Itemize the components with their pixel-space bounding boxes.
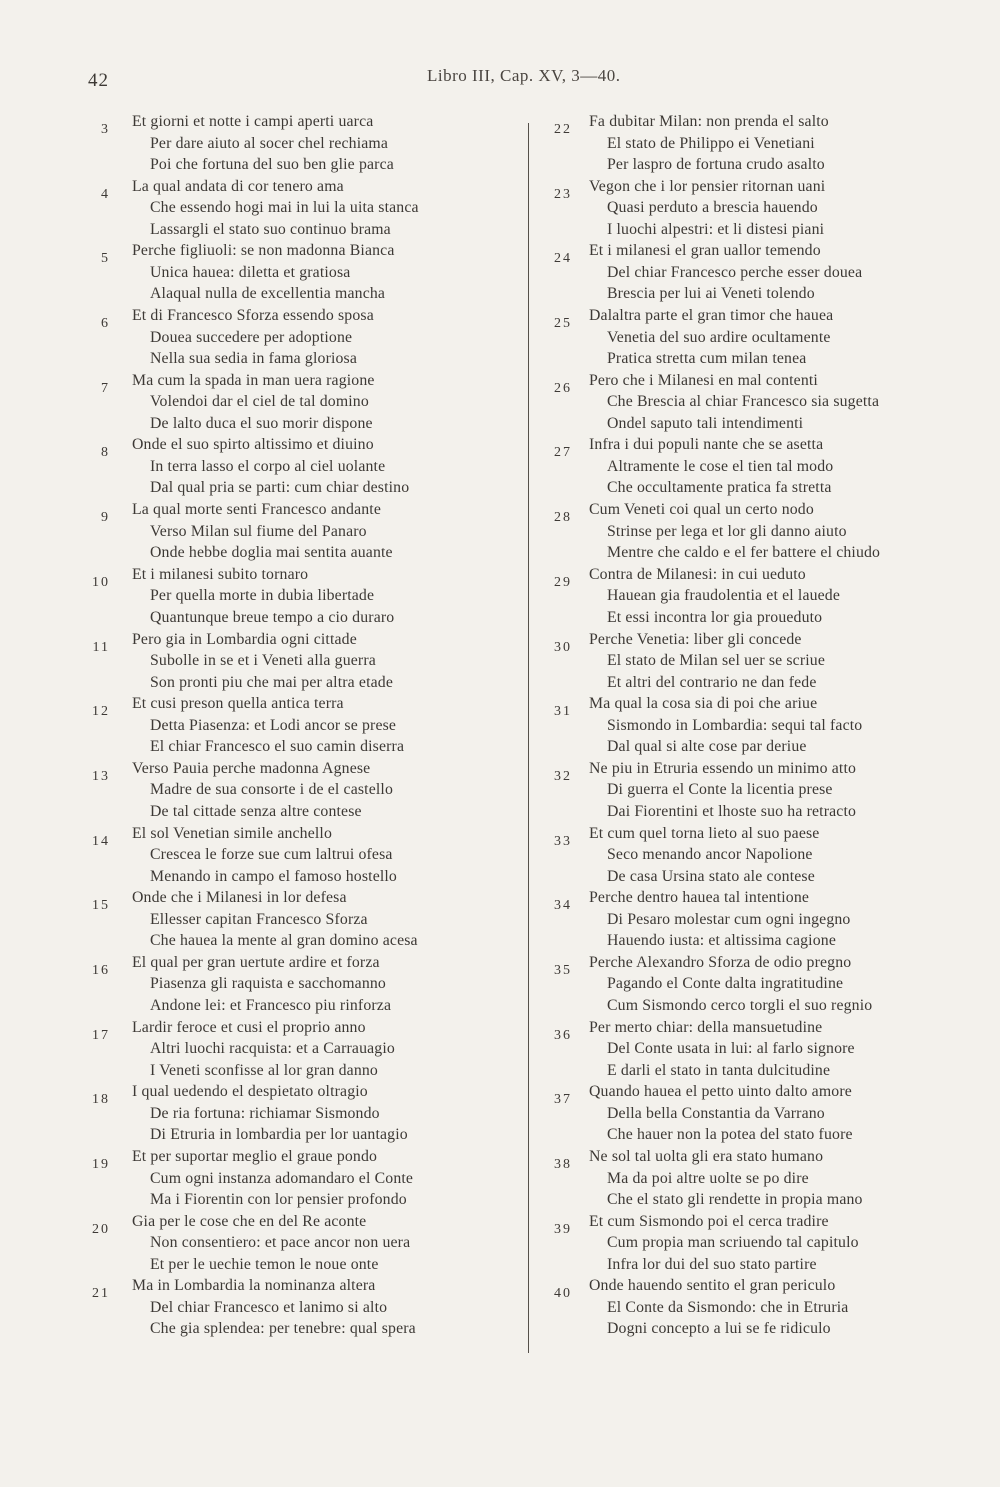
verse-line: Ma qual la cosa sia di poi che ariue (589, 695, 818, 713)
verse-line: Pratica stretta cum milan tenea (607, 350, 807, 368)
stanza-number: 30 (554, 639, 572, 655)
verse-line: Di Pesaro molestar cum ogni ingegno (607, 910, 851, 928)
verse-line: Che occultamente pratica fa stretta (607, 479, 832, 497)
stanza-number: 19 (92, 1157, 110, 1172)
stanza (540, 1213, 1000, 1278)
stanza-number: 10 (92, 574, 110, 590)
verse-line: Quantunque breue tempo a cio duraro (150, 608, 395, 626)
verse-line: De ria fortuna: richiamar Sismondo (150, 1104, 380, 1122)
stanza-number: 16 (92, 962, 110, 978)
verse-line: Ma cum la spada in man uera ragione (132, 371, 375, 389)
verse-line: Pero gia in Lombardia ogni cittade (132, 630, 357, 648)
stanza (540, 436, 1000, 501)
verse-line: I Veneti sconfisse al lor gran danno (150, 1061, 378, 1079)
stanza-number: 25 (554, 316, 572, 332)
stanza (540, 889, 1000, 954)
stanza-number: 32 (554, 768, 572, 784)
stanza-number: 17 (92, 1027, 110, 1043)
verse-line: Gia per le cose che en del Re aconte (132, 1212, 367, 1230)
stanza (80, 760, 530, 825)
verse-line: Poi che fortuna del suo ben glie parca (150, 156, 394, 173)
verse-line: Son pronti piu che mai per altra etade (150, 673, 394, 691)
verse-line: Et i milanesi el gran uallor temendo (589, 242, 821, 260)
stanza-number: 34 (554, 898, 572, 914)
stanza-number: 15 (92, 898, 110, 914)
verse-line: Di guerra el Conte la licentia prese (607, 781, 833, 799)
stanza-number: 23 (554, 186, 572, 202)
verse-line: Venetia del suo ardire ocultamente (607, 328, 831, 346)
stanza (80, 178, 530, 243)
right-column (540, 113, 1000, 1342)
verse-line: Onde hebbe doglia mai sentita auante (150, 544, 393, 562)
verse-line: El stato de Philippo ei Venetiani (607, 134, 815, 152)
verse-line: Ma i Fiorentin con lor pensier profondo (150, 1191, 407, 1208)
verse-line: Et per le uechie temon le noue onte (150, 1255, 379, 1273)
verse-line: Ma da poi altre uolte se po dire (607, 1169, 809, 1187)
verse-line: Ondel saputo tali intendimenti (607, 414, 804, 432)
verse-line: Cum ogni instanza adomandaro el Conte (150, 1169, 414, 1187)
verse-line: Cum propia man scriuendo tal capitulo (607, 1234, 859, 1252)
verse-line: E darli el stato in tanta dulcitudine (607, 1061, 831, 1079)
verse-line: La qual andata di cor tenero ama (132, 177, 344, 195)
verse-line: Andone lei: et Francesco piu rinforza (150, 996, 392, 1014)
stanza (80, 1148, 530, 1213)
verse-line: Nella sua sedia in fama gloriosa (150, 350, 358, 368)
stanza-number: 24 (554, 251, 572, 267)
stanza (80, 1083, 530, 1148)
stanza-number: 35 (554, 962, 572, 978)
verse-line: Mentre che caldo e el fer battere el chiudo (607, 544, 881, 562)
verse-line: Di Etruria in lombardia per lor uantagio (150, 1126, 408, 1144)
verse-line: Alaqual nulla de excellentia mancha (150, 285, 386, 303)
verse-line: Subolle in se et i Veneti alla guerra (150, 652, 376, 669)
verse-line: Crescea le forze sue cum laltrui ofesa (150, 846, 393, 864)
verse-line: Et altri del contrario ne dan fede (607, 673, 817, 691)
stanza (540, 695, 1000, 760)
verse-line: Pagando el Conte dalta ingratitudine (607, 975, 844, 993)
stanza-number: 31 (554, 704, 572, 720)
verse-line: Altramente le cose el tien tal modo (607, 457, 834, 475)
verse-line: Dal qual pria se parti: cum chiar destino (150, 479, 410, 497)
stanza-number: 27 (554, 445, 572, 461)
stanza-number: 37 (554, 1092, 572, 1108)
verse-line: Cum Veneti coi qual un certo nodo (589, 501, 814, 519)
verse-line: Che hauea la mente al gran domino acesa (150, 932, 418, 950)
verse-line: Ne piu in Etruria essendo un minimo atto (589, 759, 857, 777)
verse-line: Lassargli el stato suo continuo brama (150, 220, 391, 238)
verse-line: Quando hauea el petto uinto dalto amore (589, 1083, 852, 1101)
stanza-number: 18 (92, 1092, 110, 1108)
verse-line: El chiar Francesco el suo camin diserra (150, 738, 405, 756)
stanza (540, 760, 1000, 825)
verse-line: Ma in Lombardia la nominanza altera (132, 1277, 376, 1295)
stanza (540, 242, 1000, 307)
verse-line: Non consentiero: et pace ancor non uera (150, 1234, 411, 1252)
verse-line: Dal qual si alte cose par deriue (607, 738, 807, 756)
verse-line: Infra i dui populi nante che se asetta (589, 436, 824, 454)
stanza-number: 7 (101, 380, 110, 396)
verse-line: Perche Alexandro Sforza de odio pregno (589, 953, 852, 971)
verse-line: Douea succedere per adoptione (150, 328, 353, 346)
stanza (80, 242, 530, 307)
stanza-number: 20 (92, 1221, 110, 1237)
verse-line: Perche figliuoli: se non madonna Bianca (132, 242, 395, 260)
stanza (540, 501, 1000, 566)
stanza-number: 5 (101, 251, 110, 267)
stanza-number: 21 (92, 1286, 110, 1302)
verse-line: Dai Fiorentini et lhoste suo ha retracto (607, 802, 857, 820)
verse-line: Verso Pauia perche madonna Agnese (132, 759, 371, 777)
stanza (80, 1277, 530, 1342)
stanza-number: 22 (554, 122, 572, 137)
stanza-number: 13 (92, 768, 110, 784)
stanza (540, 113, 1000, 178)
page-number: 42 (88, 70, 109, 91)
stanza-number: 8 (101, 445, 110, 461)
verse-line: Et cum Sismondo poi el cerca tradire (589, 1212, 829, 1230)
stanza (540, 566, 1000, 631)
stanza-number: 14 (92, 833, 110, 849)
stanza-number: 12 (92, 704, 110, 720)
verse-line: In terra lasso el corpo al ciel uolante (150, 457, 386, 475)
stanza (540, 1277, 1000, 1342)
verse-line: Per merto chiar: della mansuetudine (589, 1018, 823, 1036)
verse-line: Contra de Milanesi: in cui ueduto (589, 565, 806, 583)
stanza-number: 4 (101, 186, 110, 202)
verse-line: Ellesser capitan Francesco Sforza (150, 910, 368, 928)
verse-line: Del chiar Francesco et lanimo si alto (150, 1298, 388, 1316)
verse-line: I qual uedendo el despietato oltragio (132, 1083, 368, 1101)
verse-line: Che essendo hogi mai in lui la uita stanca (150, 199, 419, 217)
verse-line: Fa dubitar Milan: non prenda el salto (589, 113, 829, 130)
stanza (540, 1148, 1000, 1213)
verse-line: Et di Francesco Sforza essendo sposa (132, 307, 374, 325)
verse-line: Hauendo iusta: et altissima cagione (607, 932, 836, 950)
verse-line: De lalto duca el suo morir dispone (150, 414, 373, 432)
verse-line: Et giorni et notte i campi aperti uarca (132, 113, 374, 130)
verse-line: Del chiar Francesco perche esser douea (607, 263, 863, 281)
stanza (80, 889, 530, 954)
stanza-number: 36 (554, 1027, 572, 1043)
verse-line: Che gia splendea: per tenebre: qual spera (150, 1320, 416, 1338)
stanza (80, 631, 530, 696)
verse-line: Vegon che i lor pensier ritornan uani (589, 177, 826, 195)
stanza (80, 307, 530, 372)
verse-line: Seco menando ancor Napolione (607, 846, 813, 864)
verse-line: Della bella Constantia da Varrano (607, 1104, 825, 1122)
stanza (540, 372, 1000, 437)
verse-line: Detta Piasenza: et Lodi ancor se prese (150, 716, 397, 734)
stanza (540, 631, 1000, 696)
verse-line: Che hauer non la potea del stato fuore (607, 1126, 853, 1144)
stanza-number: 40 (554, 1286, 572, 1302)
stanza (80, 566, 530, 631)
verse-line: El sol Venetian simile anchello (132, 824, 333, 842)
verse-line: Menando in campo el famoso hostello (150, 867, 397, 885)
verse-line: Hauean gia fraudolentia et el lauede (607, 587, 841, 605)
verse-line: Et essi incontra lor gia proueduto (607, 608, 823, 626)
verse-line: Per quella morte in dubia libertade (150, 587, 375, 605)
stanza (80, 954, 530, 1019)
verse-line: El Conte da Sismondo: che in Etruria (607, 1298, 849, 1316)
stanza (80, 113, 530, 178)
left-column (80, 113, 530, 1342)
verse-line: Sismondo in Lombardia: sequi tal facto (607, 716, 863, 734)
stanza (540, 1019, 1000, 1084)
stanza-number: 6 (101, 316, 110, 332)
verse-line: Ne sol tal uolta gli era stato humano (589, 1148, 824, 1165)
verse-line: Et cum quel torna lieto al suo paese (589, 824, 820, 842)
stanza-number: 3 (101, 122, 110, 137)
verse-line: Quasi perduto a brescia hauendo (607, 199, 818, 217)
stanza (540, 307, 1000, 372)
stanza (540, 825, 1000, 890)
verse-line: Volendoi dar el ciel de tal domino (150, 393, 369, 411)
verse-line: Perche dentro hauea tal intentione (589, 889, 810, 907)
verse-line: Dalaltra parte el gran timor che hauea (589, 307, 834, 325)
verse-line: Unica hauea: diletta et gratiosa (150, 263, 351, 281)
stanza-number: 29 (554, 574, 572, 590)
stanza-number: 11 (92, 639, 110, 655)
verse-line: De tal cittade senza altre contese (150, 802, 362, 820)
stanza (80, 1019, 530, 1084)
stanza-number: 28 (554, 510, 572, 526)
verse-line: Perche Venetia: liber gli concede (589, 630, 802, 648)
verse-line: Onde che i Milanesi in lor defesa (132, 889, 347, 907)
verse-line: Et cusi preson quella antica terra (132, 695, 344, 713)
verse-line: Strinse per lega et lor gli danno aiuto (607, 522, 847, 540)
verse-line: Lardir feroce et cusi el proprio anno (132, 1018, 366, 1036)
verse-line: I luochi alpestri: et li distesi piani (607, 220, 825, 238)
stanza-number: 33 (554, 833, 572, 849)
verse-line: Pero che i Milanesi en mal contenti (589, 371, 818, 389)
stanza (540, 1083, 1000, 1148)
stanza (540, 178, 1000, 243)
stanza-number: 38 (554, 1157, 572, 1172)
stanza (540, 954, 1000, 1019)
verse-line: Per laspro de fortuna crudo asalto (607, 156, 825, 173)
verse-line: Et i milanesi subito tornaro (132, 565, 309, 583)
verse-line: Dogni concepto a lui se fe ridiculo (607, 1320, 831, 1338)
verse-line: La qual morte senti Francesco andante (132, 501, 381, 519)
verse-line: Altri luochi racquista: et a Carrauagio (150, 1040, 395, 1058)
verse-line: Brescia per lui ai Veneti tolendo (607, 285, 815, 303)
verse-line: El stato de Milan sel uer se scriue (607, 652, 826, 669)
stanza (80, 1213, 530, 1278)
stanza (80, 436, 530, 501)
verse-line: Del Conte usata in lui: al farlo signore (607, 1040, 855, 1058)
verse-line: Cum Sismondo cerco torgli el suo regnio (607, 996, 873, 1014)
verse-line: Verso Milan sul fiume del Panaro (150, 522, 367, 540)
verse-line: Infra lor dui del suo stato partire (607, 1255, 817, 1273)
verse-line: Che Brescia al chiar Francesco sia sugetta (607, 393, 880, 411)
stanza (80, 372, 530, 437)
verse-line: Madre de sua consorte i de el castello (150, 781, 394, 799)
verse-line: Onde hauendo sentito el gran periculo (589, 1277, 836, 1295)
running-head: Libro III, Cap. XV, 3—40. (427, 66, 621, 85)
stanza (80, 825, 530, 890)
verse-line: De casa Ursina stato ale contese (607, 867, 815, 885)
stanza-number: 39 (554, 1221, 572, 1237)
verse-line: El qual per gran uertute ardire et forza (132, 953, 380, 971)
verse-line: Che el stato gli rendette in propia mano (607, 1191, 863, 1208)
stanza (80, 501, 530, 566)
verse-line: Onde el suo spirto altissimo et diuino (132, 436, 374, 454)
stanza-number: 26 (554, 380, 572, 396)
verse-line: Et per suportar meglio el graue pondo (132, 1148, 378, 1165)
stanza (80, 695, 530, 760)
stanza-number: 9 (101, 510, 110, 526)
verse-line: Piasenza gli raquista e sacchomanno (150, 975, 386, 993)
verse-line: Per dare aiuto al socer chel rechiama (150, 134, 388, 152)
